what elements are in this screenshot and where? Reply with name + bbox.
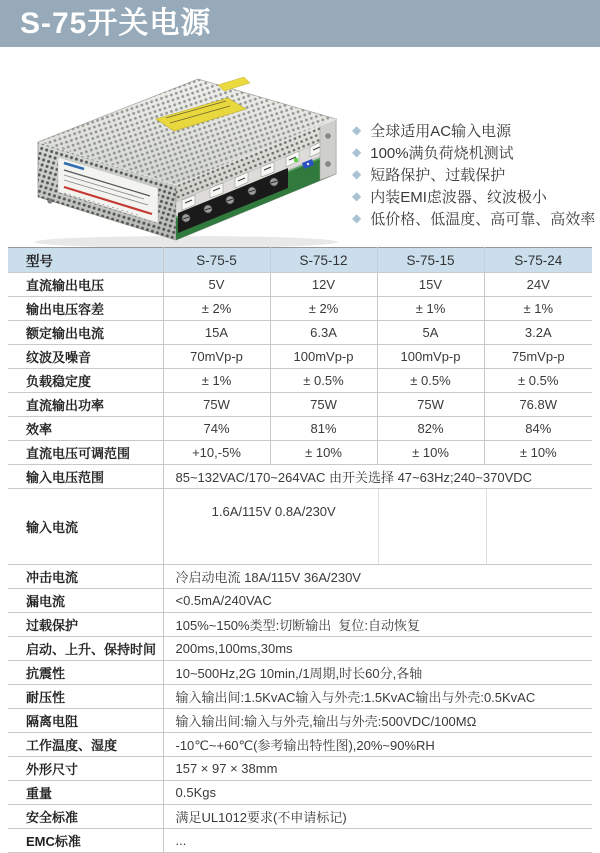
table-row: [8, 465, 592, 489]
column-divider: [378, 489, 379, 564]
diamond-bullet-icon: ◆: [352, 211, 362, 225]
spec-value: 157 × 97 × 38mm: [175, 761, 278, 776]
table-row: [8, 613, 592, 637]
spec-label: 输入电压范围: [8, 465, 163, 489]
spec-label: 隔离电阻: [8, 709, 163, 733]
table-row: [8, 733, 592, 757]
table-row: [8, 417, 592, 441]
diamond-bullet-icon: ◆: [352, 189, 362, 203]
table-row: [8, 565, 592, 589]
header-model-label: 型号: [8, 248, 163, 273]
spec-value: ± 10%: [270, 441, 377, 465]
table-row: [8, 489, 592, 565]
spec-label: 漏电流: [8, 589, 163, 613]
table-row: [8, 709, 592, 733]
spec-table: [8, 247, 592, 853]
spec-value: 81%: [270, 417, 377, 441]
header-model: S-75-15: [377, 248, 484, 273]
spec-value: ± 0.5%: [270, 369, 377, 393]
table-row: [8, 685, 592, 709]
spec-value: 84%: [525, 421, 552, 436]
spec-value: 3.2A: [524, 325, 552, 340]
spec-value-text: 1.6A/115V 0.8A/230V: [211, 504, 336, 519]
diamond-bullet-icon: ◆: [352, 145, 362, 159]
product-photo-illustration: [18, 57, 348, 247]
feature-item: [352, 119, 600, 141]
spec-value: 85~132VAC/170~264VAC 由开关选择 47~63Hz;240~370VDC: [175, 470, 533, 485]
spec-value: ± 10%: [377, 441, 484, 465]
column-divider: [486, 489, 487, 564]
diamond-bullet-icon: ◆: [352, 123, 362, 137]
spec-label: 安全标准: [8, 805, 163, 829]
spec-value: ± 2%: [270, 297, 377, 321]
feature-item: [352, 185, 600, 207]
spec-value: 24V: [526, 277, 550, 292]
header-model: S-75-12: [270, 248, 377, 273]
table-row: [8, 369, 592, 393]
feature-list: [352, 119, 600, 247]
spec-value: ± 1%: [523, 301, 554, 316]
spec-value: -10℃~+60℃(参考输出特性图),20%~90%RH: [175, 738, 435, 753]
spec-value: 0.5Kgs: [175, 785, 216, 800]
feature-text: 短路保护、过载保护: [370, 166, 506, 184]
spec-value: 100mVp-p: [270, 345, 377, 369]
spec-value: 76.8W: [519, 397, 558, 412]
table-row: [8, 757, 592, 781]
hero-section: [0, 47, 600, 247]
spec-value: 82%: [377, 417, 484, 441]
spec-label: 启动、上升、保持时间: [8, 637, 163, 661]
spec-label: 直流电压可调范围: [8, 441, 163, 465]
spec-value: 输入输出间:1.5KvAC输入与外壳:1.5KvAC输出与外壳:0.5KvAC: [175, 690, 536, 705]
feature-text: 低价格、低温度、高可靠、高效率: [370, 210, 596, 228]
spec-value: 100mVp-p: [377, 345, 484, 369]
spec-label: 直流输出电压: [8, 273, 163, 297]
feature-item: [352, 163, 600, 185]
feature-text: 内装EMI虑波器、纹波极小: [370, 188, 547, 206]
feature-text: 100%满负荷烧机测试: [370, 144, 514, 162]
spec-value: 200ms,100ms,30ms: [175, 641, 293, 656]
feature-text: 全球适用AC输入电源: [370, 122, 512, 140]
table-row: [8, 345, 592, 369]
spec-value: 冷启动电流 18A/115V 36A/230V: [175, 570, 361, 585]
feature-item: [352, 207, 600, 229]
spec-value: 105%~150%类型:切断输出 复位:自动恢复: [175, 618, 421, 633]
spec-label: 工作温度、湿度: [8, 733, 163, 757]
spec-label: 过载保护: [8, 613, 163, 637]
spec-label: 输出电压容差: [8, 297, 163, 321]
spec-label: 负载稳定度: [8, 369, 163, 393]
spec-value: 5V: [163, 273, 270, 297]
page-title: S-75开关电源: [20, 6, 212, 40]
spec-label: 直流输出功率: [8, 393, 163, 417]
spec-label: EMC标准: [8, 829, 163, 853]
spec-value: 5A: [377, 321, 484, 345]
spec-value: 15V: [377, 273, 484, 297]
table-row: [8, 589, 592, 613]
spec-label: 抗震性: [8, 661, 163, 685]
table-row: [8, 637, 592, 661]
spec-value: ± 1%: [163, 369, 270, 393]
spec-value: 满足UL1012要求(不申请标记): [175, 810, 347, 825]
spec-value: 75W: [270, 393, 377, 417]
header-model: S-75-24: [484, 248, 592, 273]
product-photo: [0, 47, 352, 247]
spec-label: 额定输出电流: [8, 321, 163, 345]
spec-value: 6.3A: [270, 321, 377, 345]
spec-label: 外形尺寸: [8, 757, 163, 781]
spec-label: 耐压性: [8, 685, 163, 709]
spec-value: ± 0.5%: [377, 369, 484, 393]
spec-value: +10,-5%: [163, 441, 270, 465]
spec-value: 75W: [377, 393, 484, 417]
spec-value: ± 2%: [163, 297, 270, 321]
spec-label: 效率: [8, 417, 163, 441]
table-row: [8, 297, 592, 321]
spec-value: ± 1%: [377, 297, 484, 321]
spec-value: 输入输出间:输入与外壳,输出与外壳:500VDC/100MΩ: [175, 714, 477, 729]
spec-value: ± 0.5%: [518, 373, 559, 388]
spec-value: 70mVp-p: [163, 345, 270, 369]
table-row: [8, 805, 592, 829]
spec-value: <0.5mA/240VAC: [175, 593, 272, 608]
spec-value: ...: [175, 833, 187, 848]
spec-value: 12V: [270, 273, 377, 297]
spec-label: 输入电流: [8, 489, 163, 565]
table-row: [8, 661, 592, 685]
spec-value: 74%: [163, 417, 270, 441]
diamond-bullet-icon: ◆: [352, 167, 362, 181]
feature-item: [352, 141, 600, 163]
spec-value: 75W: [163, 393, 270, 417]
spec-label: 冲击电流: [8, 565, 163, 589]
table-row: [8, 829, 592, 853]
spec-value: ± 10%: [519, 445, 557, 460]
spec-label: 重量: [8, 781, 163, 805]
spec-value: 75mVp-p: [511, 349, 565, 364]
table-row: [8, 273, 592, 297]
table-row: [8, 321, 592, 345]
spec-value: [163, 489, 592, 565]
spec-value: 15A: [163, 321, 270, 345]
spec-label: 纹波及噪音: [8, 345, 163, 369]
page-header: [0, 0, 600, 47]
table-row: [8, 441, 592, 465]
spec-value: 10~500Hz,2G 10min,/1周期,时长60分,各轴: [175, 666, 423, 681]
table-row: [8, 393, 592, 417]
header-model: S-75-5: [163, 248, 270, 273]
